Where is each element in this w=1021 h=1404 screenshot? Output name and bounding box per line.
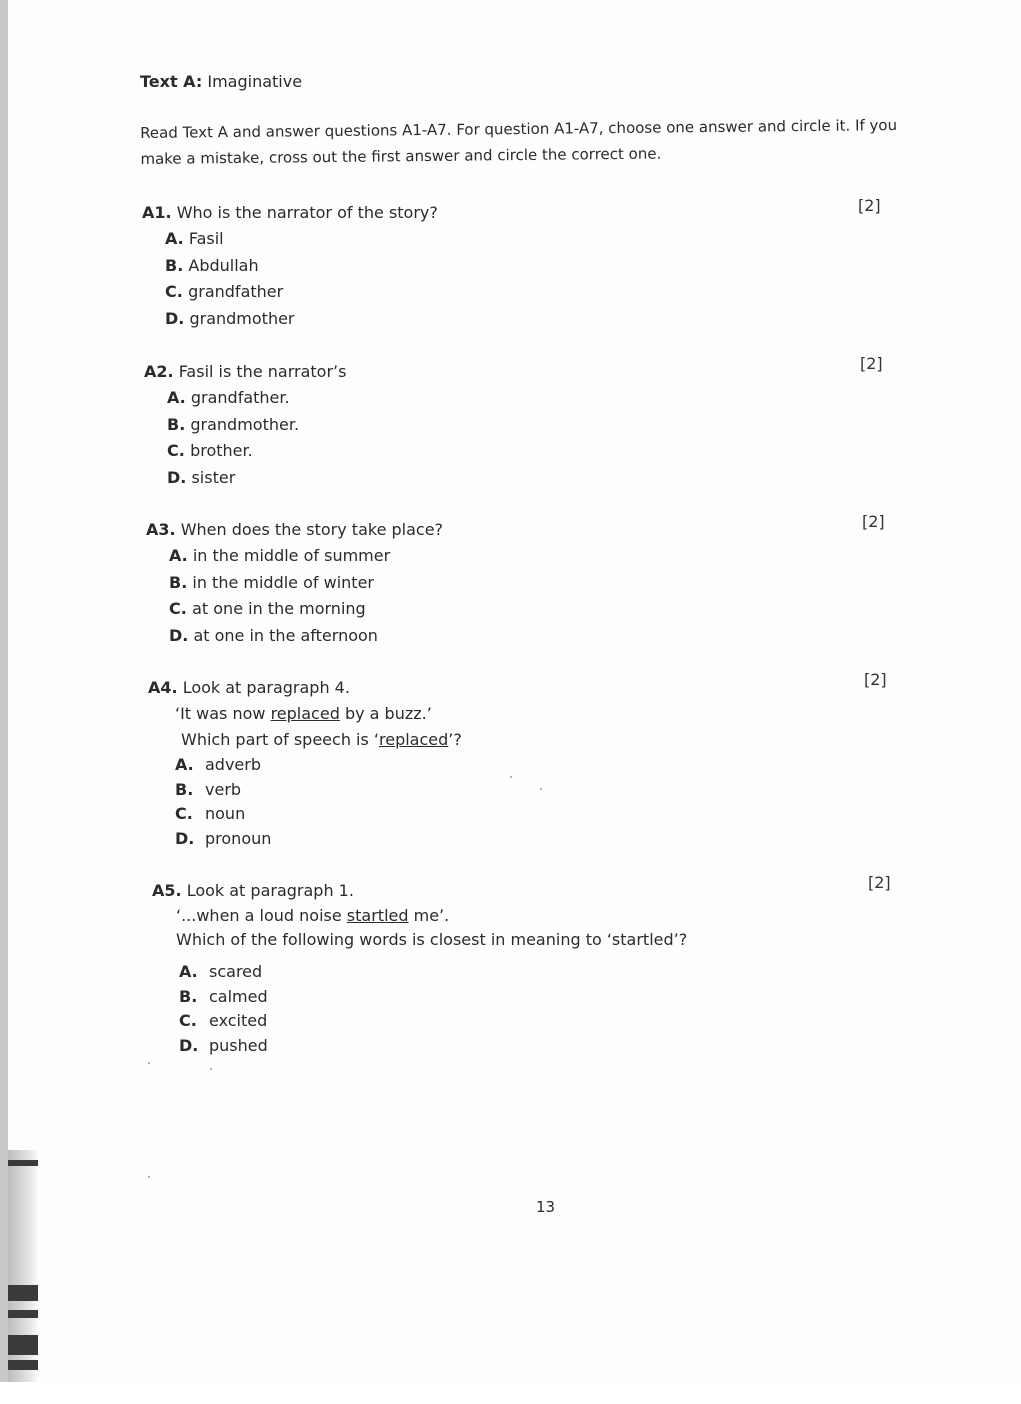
instructions-text: Read Text A and answer questions A1-A7. For question A1-A7, choose one answer and circle it. If you make a mistake, cross out the first answer and circle the correct one. <box>140 116 898 168</box>
option-b[interactable]: B. verb <box>175 779 242 799</box>
option-c[interactable]: C. excited <box>179 1011 268 1030</box>
option-a[interactable]: A. scared <box>179 962 263 981</box>
scan-speck <box>540 788 542 790</box>
section-title: Imaginative <box>207 72 303 91</box>
question-number: A1. <box>142 203 172 222</box>
page-bottom-edge <box>0 1382 1021 1404</box>
question-prompt: Which of the following words is closest in meaning to ‘startled’? <box>176 930 688 949</box>
scan-speck <box>510 776 512 778</box>
option-b[interactable]: B. in the middle of winter <box>169 572 374 592</box>
option-c[interactable]: C. noun <box>175 804 246 823</box>
scan-speck <box>210 1068 212 1070</box>
section-label: Text A: <box>140 72 203 91</box>
option-d[interactable]: D. grandmother <box>165 308 295 328</box>
question-number: A3. <box>146 520 176 539</box>
question-number: A4. <box>148 678 178 697</box>
question-prompt: Which part of speech is ‘replaced’? <box>181 730 462 749</box>
question-a1 <box>142 200 438 332</box>
marks-a3: [2] <box>862 512 885 531</box>
question-stem: Who is the narrator of the story? <box>176 203 438 222</box>
option-a[interactable]: A. Fasil <box>165 229 224 248</box>
question-number: A5. <box>152 881 182 900</box>
question-stem: When does the story take place? <box>180 520 444 539</box>
section-heading <box>140 72 302 91</box>
option-d[interactable]: D. pronoun <box>175 828 272 848</box>
question-stem: Fasil is the narrator’s <box>178 362 347 381</box>
question-quote: ‘...when a loud noise startled me’. <box>176 906 450 925</box>
marks-a1: [2] <box>858 196 881 215</box>
option-a[interactable]: A. in the middle of summer <box>169 546 391 565</box>
scan-speck <box>148 1062 150 1064</box>
question-stem: Look at paragraph 1. <box>186 881 354 900</box>
option-b[interactable]: B. calmed <box>179 986 268 1006</box>
option-d[interactable]: D. pushed <box>179 1035 268 1055</box>
option-a[interactable]: A. grandfather. <box>167 388 290 407</box>
option-c[interactable]: C. at one in the morning <box>169 599 366 618</box>
option-c[interactable]: C. brother. <box>167 441 253 460</box>
option-b[interactable]: B. Abdullah <box>165 255 259 275</box>
option-d[interactable]: D. at one in the afternoon <box>169 625 378 645</box>
option-b[interactable]: B. grandmother. <box>167 414 300 434</box>
binding-strip <box>8 1150 38 1382</box>
option-d[interactable]: D. sister <box>167 467 236 487</box>
question-a5 <box>152 878 687 1058</box>
marks-a5: [2] <box>868 873 891 892</box>
question-quote: ‘It was now replaced by a buzz.’ <box>175 704 432 723</box>
page-number: 13 <box>536 1198 556 1216</box>
option-a[interactable]: A. adverb <box>175 755 262 774</box>
question-number: A2. <box>144 362 174 381</box>
marks-a4: [2] <box>864 670 887 689</box>
question-a2 <box>144 359 346 491</box>
question-a3 <box>146 517 443 649</box>
option-c[interactable]: C. grandfather <box>165 282 284 301</box>
question-stem: Look at paragraph 4. <box>182 678 350 697</box>
page-left-edge <box>0 0 8 1382</box>
scan-speck <box>148 1176 150 1178</box>
question-a4 <box>148 675 462 851</box>
marks-a2: [2] <box>860 354 883 373</box>
